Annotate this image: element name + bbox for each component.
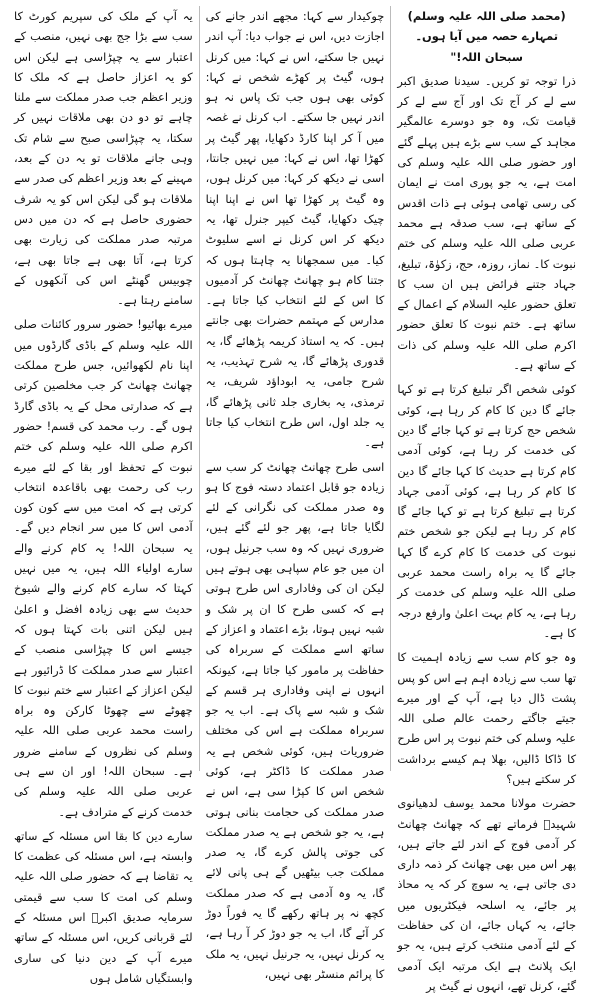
column-right-paragraph: کوئی شخص اگر تبلیغ کرتا ہے تو کہا جائے گا دین کا کام کر رہا ہے، کوئی شخص حج کرتا ہے تو کہا جائے گا دین کی خدمت کر رہا ہے، کوئی آدمی کام کرتا ہے حدیث کا کہا جائے گا دین کا کام کر رہا ہے، کوئی آدمی جہاد کرتا ہے تبلیغ کرتا ہے تو کہا جائے گا کام کر رہا ہے لیکن جو شخص ختم نبوت کی خدمت کا کام کرے گا کہا جائے گا یہ براہ راست محمد عربی صلی اللہ علیہ وسلم کی خدمت کر رہا ہے، یہ کام بہت اعلیٰ وارفع درجہ کا ہے۔ [397,382,576,640]
column-left-paragraph: میرے بھائیو! حضور سرور کائنات صلی اللہ علیہ وسلم کے باڈی گارڈوں میں اپنا نام لکھوائیں، جس طرح مملکت چھانٹ چھانٹ کر جب مخلصین کرتی ہے کہ صدارتی محل کے یہ باڈی گارڈ ہوں گے۔ رب محمد کی قسم! حضور اکرم صلی اللہ علیہ وسلم کی ختم نبوت کے تحفظ اور بقا کے لئے میرے رب کی رحمت بھی باقاعدہ انتخاب کرتی ہے کہ امت میں سے کون کون آدمی اس کا میں سر انجام دیں گے۔ یہ سبحان اللہ! یہ کام کرنے والے سارے اولیاء اللہ ہیں، یہ میں نہیں کہتا کہ سارے کام کرنے والے شیوخ حدیث سے بھی زیادہ افضل و اعلیٰ ہیں لیکن اتنی بات کہتا ہوں کہ جیسے اس کا چپڑاسی منصب کے اعتبار سے صدر مملکت کا ڈرائیور ہے لیکن اعزاز کے اعتبار سے ختم نبوت کا چھوٹے سے چھوٹا کارکن وہ براہ راست محمد عربی صلی اللہ علیہ وسلم کی نظروں کے سامنے ضرور ہے۔ سبحان اللہ! اور ان سے ہی عربی صلی اللہ علیہ وسلم کی خدمت کرنے کے مترادف ہے۔ [13,317,193,819]
column-middle-paragraph: چوکیدار سے کہا: مجھے اندر جانے کی اجازت دیں، اس نے جواب دیا: آپ اندر نہیں جا سکتے، اس نے کہا: میں کرنل ہوں، گیٹ پر کھڑے شخص نے کہا: کوئی بھی ہوں جب تک پاس نہ ہو اندر نہیں جا سکتے۔ اب کرنل نے غصہ میں آ کر اپنا کارڈ دکھایا، پھر گیٹ پر کھڑا تھا، اس نے کہا: میں نہیں جانتا، اسی نے دیکھ کر کہا: میں کرنل ہوں، وہ گیٹ پر کھڑا تھا اس نے اپنا اپنا چیک دکھایا، گیٹ کیپر جنرل تھا، یہ دیکھ کر اس کرنل نے اسے سلیوٹ کیا۔ میں سمجھانا یہ چاہتا ہوں کہ جتنا کام ہو چھانٹ چھانٹ کر آدمیوں کا اس کے لئے انتخاب کیا جاتا ہے۔ مدارس کے مہتمم حضرات بھی جانتے ہیں۔ کہ یہ استاذ کریمہ پڑھائے گا، یہ قدوری پڑھائے گا، یہ شرح تہذیب، یہ شرح جامی، یہ ابوداؤد شریف، یہ ترمذی، یہ بخاری جلد ثانی پڑھائے گا، یہ جلد اول، اس طرح انتخاب کیا جاتا ہے۔ [205,9,385,450]
column-left-paragraph: یہ آپ کے ملک کی سپریم کورٹ کا سب سے بڑا جج بھی نہیں، منصب کے اعتبار سے یہ چپڑاسی ہے لیکن اس کو یہ اعزاز حاصل ہے کہ ملک کا وزیر اعظم جب صدر مملکت سے ملنا چاہے تو دو دن بھی ملاقات نہیں کر سکتا، یہ چپڑاسی صبح سے شام تک وہی جانے ملاقات تو یہ دن کے بعد، مہینے کے بعد وزیر اعظم کی صدر سے ملاقات ہو گی لیکن اس کو یہ شرف حضوری حاصل ہے کہ دن میں دس مرتبہ صدر مملکت کی زیارت بھی کرتا ہے، آتا بھی ہے جاتا بھی ہے، چوبیس گھنٹے اس کی آنکھوں کے سامنے رہتا ہے۔ [13,9,193,308]
column-left [8,6,199,985]
column-right-paragraph: وہ جو کام سب سے زیادہ اہمیت کا تھا سب سے زیادہ اہم ہے اس کو پس پشت ڈال دیا ہے، آپ کے اور میرے جیتے جاگتے رحمت عالم صلی اللہ علیہ وسلم کی ختم نبوت پر اس طرح کا ڈاکا ڈالیں، بھلا ہم کیسے برداشت کر سکتے ہیں؟ [397,650,576,786]
column-right [390,6,582,993]
column-middle-paragraph: اسی طرح چھانٹ چھانٹ کر سب سے زیادہ جو قابل اعتماد دستہ فوج کا ہو وہ صدر مملکت کی نگرانی کے لئے لگایا جاتا ہے، پھر جو لئے گئے ہیں، ضروری نہیں کہ وہ سب جرنیل ہوں، ان میں جو عام سپاہی بھی ہوتے ہیں لیکن ان کی وفاداری اس طرح ہوتی ہے کہ کسی طرح کا ان پر شک و شبہ نہیں ہوتا، بڑے اعتماد و اعزاز کے ساتھ اسے مملکت کے سربراہ کی حفاظت پر مامور کیا جاتا ہے، کیونکہ انہوں نے اپنی وفاداری ہر قسم کے شک و شبہ سے پاک ہے۔ اب یہ جو سربراہ مملکت ہے اس کی مختلف ضروریات ہیں، کوئی شخص ہے یہ صدر مملکت کا ڈاکٹر ہے، کوئی شخص اس کا کپڑا سی ہے، اس نے صدر مملکت کی حجامت بنانی ہوتی ہے، یہ جو شخص ہے یہ صدر مملکت کی جوتی پالش کرے گا، یہ صدر مملکت جب بیٹھیں گے ہی پانی لائے گا، یہ وہ آدمی ہے کہ صدر مملکت کچھ نہ پر ہاتھ رکھے گا یہ فوراً دوڑ کر آئے گا، اب یہ جو دوڑ کر آ رہا ہے، یہ کرنل نہیں، یہ جرنیل نہیں، یہ ملک کا پرائم منسٹر بھی نہیں، [205,459,385,981]
column-left-paragraph: سارے دین کا بقا اس مسئلہ کے ساتھ وابستہ ہے، اس مسئلہ کی عظمت کا یہ تقاضا ہے کہ حضور صلی اللہ علیہ وسلم کی امت کا سب سے قیمتی سرمایہ صدیق اکبرؓ اس مسئلہ کے لئے قربانی کریں، اس مسئلہ کے ساتھ میرے آپ کے دین دنیا کی ساری وابستگیاں شامل ہوں [13,828,193,985]
column-right-paragraph: حضرت مولانا محمد یوسف لدھیانوی شہیدؒ فرماتے تھے کہ چھانٹ چھانٹ کر آدمی فوج کے اندر لئے جاتے ہیں، پھر اس میں بھی چھانٹ کر ذمہ داری دی جاتی ہے، یہ سوچ کر کہ یہ محاذ پر جائے، یہ اسلحہ فیکٹریوں میں جائے، یہ کہاں جائے، ان کی حفاظت کے لئے آدمی منتخب کرتے ہیں، یہ جو ایک پلانٹ ہے ایک مرتبہ ایک آدمی گئے، کرنل تھے، انہوں نے گیٹ پر [397,796,576,993]
column-right-paragraph: (محمد صلی اللہ علیہ وسلم) تمہارے حصہ میں آیا ہوں۔ سبحان اللہ!" [407,9,566,64]
column-middle [199,6,391,981]
column-right-paragraph: ذرا توجہ تو کریں۔ سیدنا صدیق اکبر سے لے کر آج تک اور آج سے لے کر قیامت تک، وہ جو دوسرے عالمگیر مجاہد کے سب سے بڑے ہیں پہلے گئے اور حضور صلی اللہ علیہ وسلم کی امت ہے، یہ جو پوری امت نے ایمان کی رسی تھامی ہوئی ہے ذات اقدس کے ساتھ ہے، سب صدقہ ہے محمد عربی صلی اللہ علیہ وسلم کی ختم نبوت کا۔ نماز، روزہ، حج، زکوٰۃ، تبلیغ، جہاد جتنے فرائض ہیں ان سب کا تعلق حضور علیہ السلام کے اعمال کے ساتھ ہے۔ ختم نبوت کا تعلق حضور اکرم صلی اللہ علیہ وسلم کی ذات کے ساتھ ہے۔ [397,73,576,373]
